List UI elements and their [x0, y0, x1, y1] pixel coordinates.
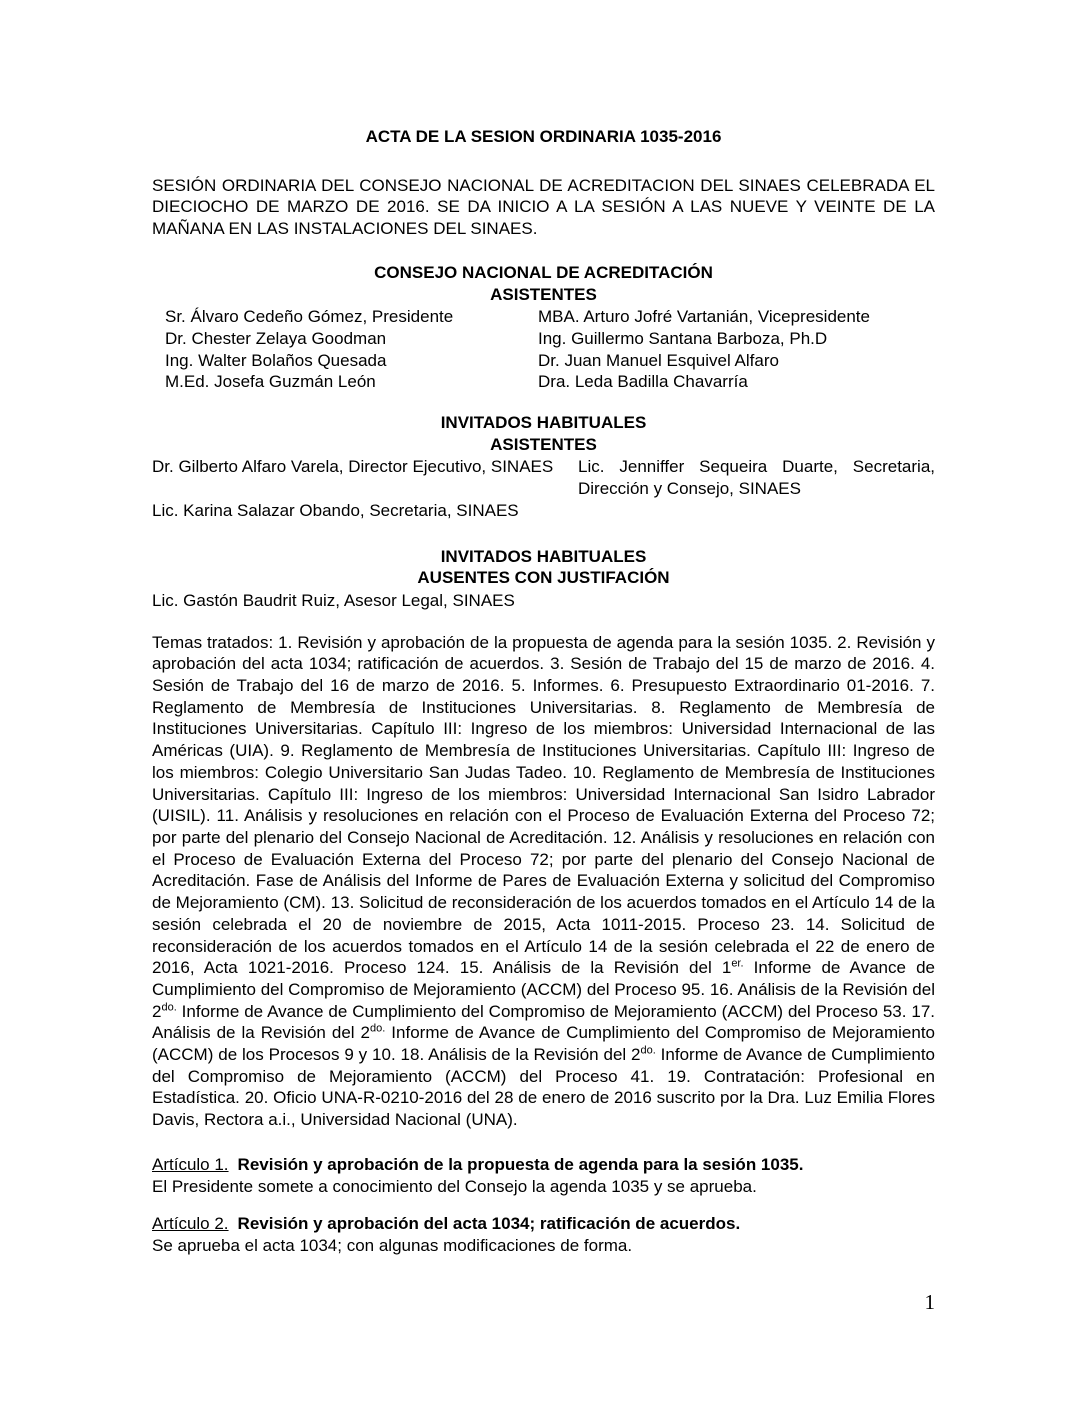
invitados-row [152, 456, 935, 499]
articulo-2-heading [152, 1213, 935, 1235]
consejo-right-column [538, 306, 935, 393]
attendee-name: M.Ed. Josefa Guzmán León [165, 372, 376, 392]
articulo-2-title: Revisión y aprobación del acta 1034; ratificación de acuerdos. [237, 1214, 741, 1234]
attendee-name: Lic. Jenniffer Sequeira Duarte, Secretaria, Dirección y Consejo, SINAES [578, 457, 935, 499]
invitados-heading: INVITADOS HABITUALES [440, 413, 647, 433]
attendee-name: Lic. Karina Salazar Obando, Secretaria, SINAES [152, 500, 519, 520]
articulo-1-heading [152, 1154, 935, 1176]
articulo-1-label: Artículo 1. [152, 1154, 229, 1174]
attendee-name: Lic. Gastón Baudrit Ruiz, Asesor Legal, SINAES [152, 590, 515, 610]
temas-tratados-paragraph: Temas tratados: 1. Revisión y aprobación de la propuesta de agenda para la sesión 1035. 2. Revisión y aprobación del acta 1034; ratificación de acuerdos. 3. Sesión de Trabajo del 15 de marzo de 2016. 4. Sesión de Trabajo del 16 de marzo de 2016. 5. Informes. 6. Presupuesto Extraordinario 01-2016. 7. Reglamento de Membresía de Instituciones Universitarias. 8. Reglamento de Membresía de Instituciones Universitarias. Capítulo III: Ingreso de los miembros: Universidad Internacional de las Américas (UIA). 9. Reglamento de Membresía de Instituciones Universitarias. Capítulo III: Ingreso de los miembros: Colegio Universitario San Judas Tadeo. 10. Reglamento de Membresía de Instituciones Universitarias. Capítulo III: Ingreso de los miembros: Universidad Internacional San Isidro Labrador (UISIL). 11. Análisis y resoluciones en relación con el Proceso de Evaluación Externa del Proceso 72; por parte del plenario del Consejo Nacional de Acreditación. 12. Análisis y resoluciones en relación con el Proceso de Evaluación Externa del Proceso 72; por parte del plenario del Consejo Nacional de Acreditación. Fase de Análisis del Informe de Pares de Evaluación Externa y solicitud del Compromiso de Mejoramiento (CM). 13. Solicitud de reconsideración de los acuerdos tomados en el Artículo 14 de la sesión celebrada el 20 de noviembre de 2015, Acta 1011-2015. Proceso 23. 14. Solicitud de reconsideración de los acuerdos tomados en el Artículo 14 de la sesión celebrada el 22 de enero de 2016, Acta 1021-2016. Proceso 124. 15. Análisis de la Revisión del $1^{er.}$ Informe de Avance de Cumplimiento del Compromiso de Mejoramiento (ACCM) del Proceso 95. 16. Análisis de la Revisión del $2^{do.}$ Informe de Avance de Cumplimiento del Compromiso de Mejoramiento (ACCM) del Proceso 53. 17. Análisis de la Revisión del $2^{do.}$ Informe de Avance de Cumplimiento del Compromiso de Mejoramiento (ACCM) de los Procesos 9 y 10. 18. Análisis de la Revisión del $2^{do.}$ Informe de Avance de Cumplimiento del Compromiso de Mejoramiento (ACCM) del Proceso 41. 19. Contratación: Profesional en Estadística. 20. Oficio UNA-R-0210-2016 del 28 de enero de 2016 suscrito por la Dra. Luz Emilia Flores Davis, Rectora a.i., Universidad Nacional (UNA). [152, 632, 936, 1130]
articulo-1-body: El Presidente somete a conocimiento del Consejo la agenda 1035 y se aprueba. [152, 1176, 757, 1196]
invitados-attendee-columns [152, 456, 935, 521]
articulo-2-label: Artículo 2. [152, 1214, 229, 1234]
intro-paragraph: SESIÓN ORDINARIA DEL CONSEJO NACIONAL DE ACREDITACION DEL SINAES CELEBRADA EL DIECIOCHO DE MARZO DE 2016. SE DA INICIO A LA SESIÓN A LAS NUEVE Y VEINTE DE LA MAÑANA EN LAS INSTALACIONES DEL SINAES. [152, 175, 935, 239]
attendee-name: MBA. Arturo Jofré Vartanián, Vicepresidente [538, 307, 870, 327]
section-consejo-nacional [152, 262, 935, 393]
consejo-left-column [152, 306, 538, 393]
articulo-1-title: Revisión y aprobación de la propuesta de agenda para la sesión 1035. [237, 1154, 804, 1174]
attendee-name: Sr. Álvaro Cedeño Gómez, Presidente [165, 307, 454, 327]
attendee-name: Ing. Walter Bolaños Quesada [165, 350, 387, 370]
articulo-2-body: Se aprueba el acta 1034; con algunas modificaciones de forma. [152, 1235, 633, 1255]
document-content [152, 126, 935, 1257]
attendee-name: Dr. Juan Manuel Esquivel Alfaro [538, 350, 779, 370]
ausentes-heading: INVITADOS HABITUALES [440, 546, 647, 566]
articulo-1 [152, 1154, 935, 1197]
section-invitados-asistentes [152, 412, 935, 522]
attendee-name: Dra. Leda Badilla Chavarría [538, 372, 748, 392]
attendee-name: Dr. Gilberto Alfaro Varela, Director Ejecutivo, SINAES [152, 457, 554, 477]
consejo-attendee-columns [152, 306, 935, 393]
articulo-2 [152, 1213, 935, 1256]
attendee-name: Dr. Chester Zelaya Goodman [165, 328, 387, 348]
section-invitados-ausentes [152, 546, 935, 612]
consejo-heading: CONSEJO NACIONAL DE ACREDITACIÓN [374, 262, 713, 282]
document-title: ACTA DE LA SESION ORDINARIA 1035-2016 [365, 127, 722, 146]
ausentes-subheading: AUSENTES CON JUSTIFACIÓN [417, 568, 670, 588]
invitados-subheading: ASISTENTES [490, 434, 597, 454]
consejo-subheading: ASISTENTES [490, 284, 597, 304]
attendee-name: Ing. Guillermo Santana Barboza, Ph.D [538, 328, 828, 348]
page-number: 1 [924, 1290, 935, 1314]
